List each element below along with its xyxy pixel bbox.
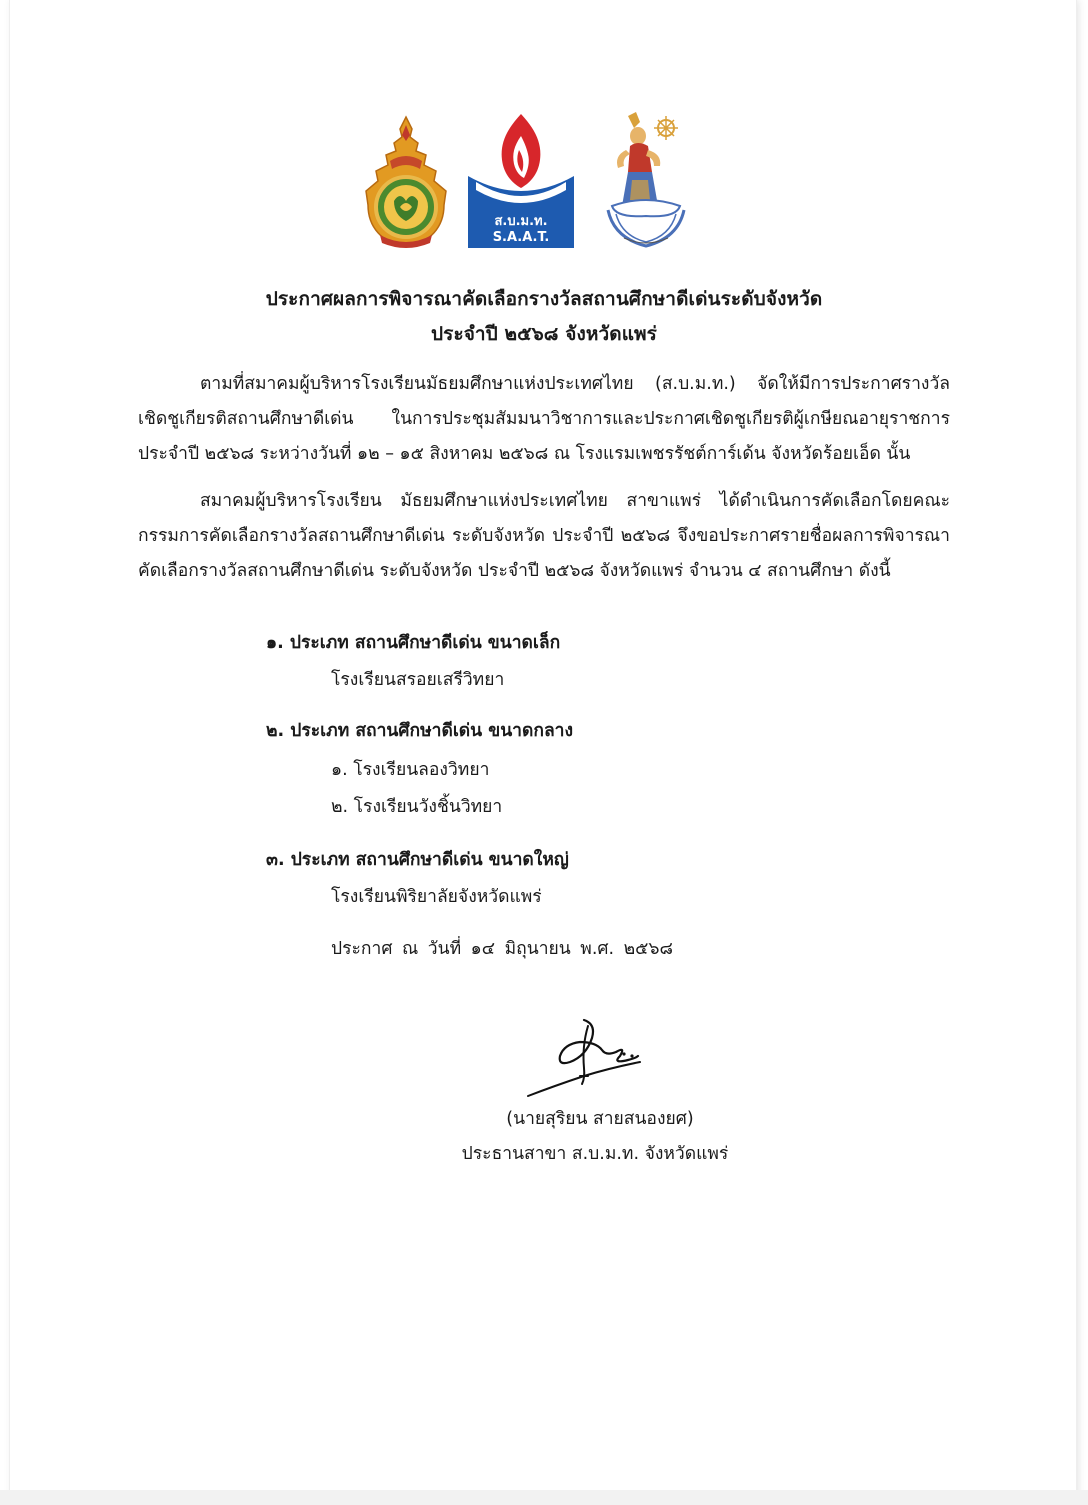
saat-thai-text: ส.บ.ม.ท. xyxy=(494,214,548,229)
logo-row xyxy=(360,110,700,255)
paragraph-background: ตามที่สมาคมผู้บริหารโรงเรียนมัธยมศึกษาแห่งประเทศไทย (ส.บ.ม.ท.) จัดให้มีการประกาศรางวัลเชิดชูเกียรติสถานศึกษาดีเด่น ในการประชุมสัมมนาวิชาการและประกาศเชิดชูเกียรติผู้เกษียณอายุราชการ ประจำปี ๒๕๖๘ ระหว่างวันที่ ๑๒ – ๑๕ สิงหาคม ๒๕๖๘ ณ โรงแรมเพชรรัชต์การ์เด้น จังหวัดร้อยเอ็ด นั้น xyxy=(138,374,950,464)
saat-english-text: S.A.A.T. xyxy=(492,230,550,245)
category-large-heading: ๓. ประเภท สถานศึกษาดีเด่น ขนาดใหญ่ xyxy=(266,850,569,870)
page-bottom-edge xyxy=(0,1490,1088,1505)
signer-position: ประธานสาขา ส.บ.ม.ท. จังหวัดแพร่ xyxy=(461,1144,729,1164)
school-item: โรงเรียนพิริยาลัยจังหวัดแพร่ xyxy=(331,887,542,907)
signer-name-text: (นายสุริยน สายสนองยศ) xyxy=(506,1109,694,1129)
category-medium-heading: ๒. ประเภท สถานศึกษาดีเด่น ขนาดกลาง xyxy=(266,721,574,741)
signer-name xyxy=(0,1104,1088,1132)
document-title: ประกาศผลการพิจารณาคัดเลือกรางวัลสถานศึกษาดีเด่นระดับจังหวัด xyxy=(265,288,823,310)
ministry-of-education-emblem xyxy=(360,115,452,250)
paragraph-announcement: สมาคมผู้บริหารโรงเรียน มัธยมศึกษาแห่งประเทศไทย สาขาแพร่ ได้ดำเนินการคัดเลือกโดยคณะกรรมการคัดเลือกรางวัลสถานศึกษาดีเด่น ระดับจังหวัด ประจำปี ๒๕๖๘ จึงขอประกาศรายชื่อผลการพิจารณาคัดเลือกรางวัลสถานศึกษาดีเด่น ระดับจังหวัด ประจำปี ๒๕๖๘ จังหวัดแพร่ จำนวน ๔ สถานศึกษา ดังนี้ xyxy=(138,491,950,581)
announcement-date: ประกาศ ณ วันที่ ๑๔ มิถุนายน พ.ศ. ๒๕๖๘ xyxy=(331,939,674,959)
school-item: ๒. โรงเรียนวังชิ้นวิทยา xyxy=(331,797,503,817)
deity-emblem xyxy=(606,110,686,255)
category-small-heading: ๑. ประเภท สถานศึกษาดีเด่น ขนาดเล็ก xyxy=(266,633,561,653)
handwritten-signature xyxy=(524,1016,644,1100)
school-item: ๑. โรงเรียนลองวิทยา xyxy=(331,760,490,780)
saat-logo xyxy=(466,110,576,250)
document-subtitle: ประจำปี ๒๕๖๘ จังหวัดแพร่ xyxy=(430,323,657,345)
school-item: โรงเรียนสรอยเสรีวิทยา xyxy=(331,670,505,690)
